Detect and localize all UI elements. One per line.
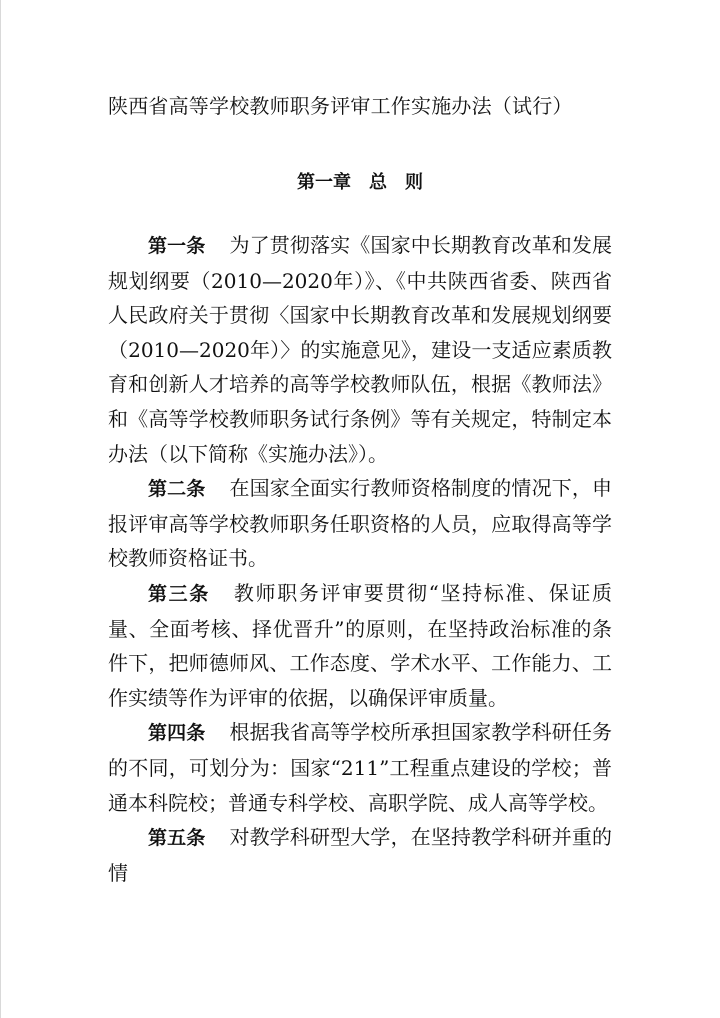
article-5 [108, 820, 612, 890]
article-text: 在国家全面实行教师资格制度的情况下，申报评审高等学校教师职务任职资格的人员，应取得高等学校教师资格证书。 [108, 476, 612, 571]
article-1 [108, 228, 612, 471]
document-title: 陕西省高等学校教师职务评审工作实施办法（试行） [108, 94, 573, 118]
article-list [108, 228, 612, 890]
article-text: 根据我省高等学校所承担国家教学科研任务的不同，可划分为：国家“211”工程重点建设的学校；普通本科院校；普通专科学校、高职学院、成人高等学校。 [108, 720, 612, 815]
article-text: 教师职务评审要贯彻“坚持标准、保证质量、全面考核、择优晋升”的原则，在坚持政治标准的条件下，把师德师风、工作态度、学术水平、工作能力、工作实绩等作为评审的依据，以确保评审质量。 [108, 580, 612, 710]
article-label: 第一条 [148, 235, 206, 257]
article-3 [108, 576, 612, 715]
article-label: 第四条 [148, 722, 206, 745]
article-text: 为了贯彻落实《国家中长期教育改革和发展规划纲要（2010—2020年）》、《中共陕西省委、陕西省人民政府关于贯彻〈国家中长期教育改革和发展规划纲要（2010—2020年）〉的实施意见》，建设一支适应素质教育和创新人才培养的高等学校教师队伍，根据《教师法》和《高等学校教师职务试行条例》等有关规定，特制定本办法（以下简称《实施办法》）。 [108, 233, 612, 466]
article-text: 对教学科研型大学，在坚持教学科研并重的情 [108, 825, 612, 885]
article-label: 第三条 [148, 582, 210, 605]
article-label: 第二条 [148, 478, 206, 501]
page-edge-rule [0, 0, 1, 1018]
chapter-heading: 第一章 总 则 [297, 172, 423, 193]
article-4 [108, 715, 612, 820]
article-label: 第五条 [148, 827, 206, 850]
article-2 [108, 471, 612, 576]
